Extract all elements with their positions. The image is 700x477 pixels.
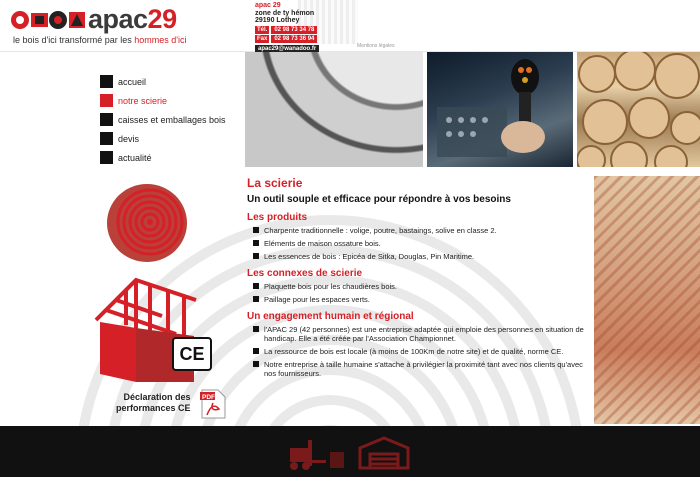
fax-label: Fax bbox=[257, 35, 268, 42]
nav-item-caisses-emballages[interactable] bbox=[100, 110, 226, 129]
joystick-illustration bbox=[427, 52, 573, 167]
declaration-line-1: Déclaration des bbox=[123, 392, 191, 402]
list-item bbox=[253, 226, 587, 235]
phone-label: Tél. bbox=[257, 26, 268, 33]
sawmill-blade-photo bbox=[245, 52, 423, 167]
list-item bbox=[253, 325, 587, 343]
phone-number[interactable]: 02 98 73 34 78 bbox=[271, 26, 317, 34]
list-item-text: Notre entreprise à taille humaine s'attache à privilégier la proximité tant avec nos clients qu'avec nos fournisseurs. bbox=[264, 360, 583, 378]
list-item-text: Charpente traditionnelle : volige, poutre, bastaings, solive en classe 2. bbox=[264, 226, 497, 235]
wood-planks-photo bbox=[594, 176, 700, 424]
list-item-text: l'APAC 29 (42 personnes) est une entreprise adaptée qui emploie des personnes en situation de handicap. Elle a été créée par l'Association Championnet. bbox=[264, 325, 584, 343]
bullet-square-icon bbox=[253, 253, 259, 259]
connexes-list bbox=[253, 282, 587, 304]
ce-mark: CE bbox=[172, 337, 212, 371]
address-line-1: zone de ty hémon bbox=[255, 9, 315, 17]
forklift-icon bbox=[290, 440, 326, 470]
nav-square-icon bbox=[100, 151, 113, 164]
pdf-icon[interactable] bbox=[200, 389, 226, 419]
declaration-line-2: performances CE bbox=[116, 403, 191, 413]
nav-item-notre-scierie[interactable] bbox=[100, 91, 226, 110]
bullet-square-icon bbox=[253, 348, 259, 354]
address-line-2: 29190 Lothey bbox=[255, 17, 300, 24]
legal-mentions-link[interactable]: Mentions légales bbox=[357, 43, 395, 49]
bullet-square-icon bbox=[253, 240, 259, 246]
crate-icon bbox=[330, 452, 344, 468]
engagement-list bbox=[253, 325, 587, 378]
nav-square-icon bbox=[100, 113, 113, 126]
nav-item-actualite[interactable] bbox=[100, 148, 226, 167]
nav-square-icon bbox=[100, 94, 113, 107]
log-pile-photo bbox=[577, 52, 700, 167]
log-section-icon bbox=[104, 180, 190, 266]
list-item bbox=[253, 360, 587, 378]
list-item-text: La ressource de bois est locale (à moins de 100Km de notre site) et de qualité, norme CE. bbox=[264, 347, 564, 356]
list-item-text: Paillage pour les espaces verts. bbox=[264, 295, 370, 304]
nav-label: actualité bbox=[118, 152, 152, 163]
footer-icons bbox=[282, 434, 432, 474]
contact-block bbox=[255, 2, 319, 53]
nav-label: caisses et emballages bois bbox=[118, 114, 226, 125]
list-item bbox=[253, 295, 587, 304]
nav-label: notre scierie bbox=[118, 95, 168, 106]
main-content bbox=[247, 176, 587, 382]
page-subtitle: Un outil souple et efficace pour répondre à vos besoins bbox=[247, 194, 511, 205]
list-item bbox=[253, 282, 587, 291]
logo-name: apac bbox=[88, 4, 148, 34]
section-heading-produits: Les produits bbox=[247, 212, 308, 223]
bullet-square-icon bbox=[253, 283, 259, 289]
logo-icons[interactable] bbox=[10, 10, 86, 30]
contact-brand: apac 29 bbox=[255, 2, 281, 9]
list-item-text: Eléments de maison ossature bois. bbox=[264, 239, 381, 248]
bullet-square-icon bbox=[253, 296, 259, 302]
nav-label: accueil bbox=[118, 76, 147, 87]
site-logo[interactable] bbox=[88, 4, 177, 35]
bullet-square-icon bbox=[253, 361, 259, 367]
list-item bbox=[253, 347, 587, 356]
fax-row bbox=[255, 35, 319, 43]
pdf-label: PDF bbox=[202, 394, 215, 401]
produits-list bbox=[253, 226, 587, 261]
control-joystick-photo bbox=[427, 52, 573, 167]
list-item bbox=[253, 239, 587, 248]
logo-number: 29 bbox=[147, 4, 177, 34]
warehouse-icon bbox=[360, 438, 408, 468]
nav-item-devis[interactable] bbox=[100, 129, 226, 148]
section-heading-connexes: Les connexes de scierie bbox=[247, 268, 363, 279]
tagline-text: le bois d'ici transformé par les bbox=[13, 35, 135, 45]
main-nav bbox=[100, 72, 226, 167]
list-item bbox=[253, 252, 587, 261]
site-tagline bbox=[13, 35, 187, 45]
phone-row bbox=[255, 26, 319, 34]
email-link[interactable]: apac29@wanadoo.fr bbox=[255, 45, 319, 53]
section-heading-engagement: Un engagement humain et régional bbox=[247, 311, 414, 322]
list-item-text: Plaquette bois pour les chaudières bois. bbox=[264, 282, 398, 291]
bullet-square-icon bbox=[253, 227, 259, 233]
declaration-ce-link[interactable] bbox=[116, 392, 191, 414]
page-title: La scierie bbox=[247, 176, 303, 190]
tagline-highlight: hommes d'ici bbox=[134, 35, 187, 45]
bullet-square-icon bbox=[253, 326, 259, 332]
fax-number: 02 98 73 36 94 bbox=[271, 35, 317, 43]
logs-illustration bbox=[577, 52, 700, 167]
nav-square-icon bbox=[100, 75, 113, 88]
nav-item-accueil[interactable] bbox=[100, 72, 226, 91]
nav-label: devis bbox=[118, 133, 140, 144]
nav-square-icon bbox=[100, 132, 113, 145]
list-item-text: Les essences de bois : Epicéa de Sitka, Douglas, Pin Maritime. bbox=[264, 252, 475, 261]
